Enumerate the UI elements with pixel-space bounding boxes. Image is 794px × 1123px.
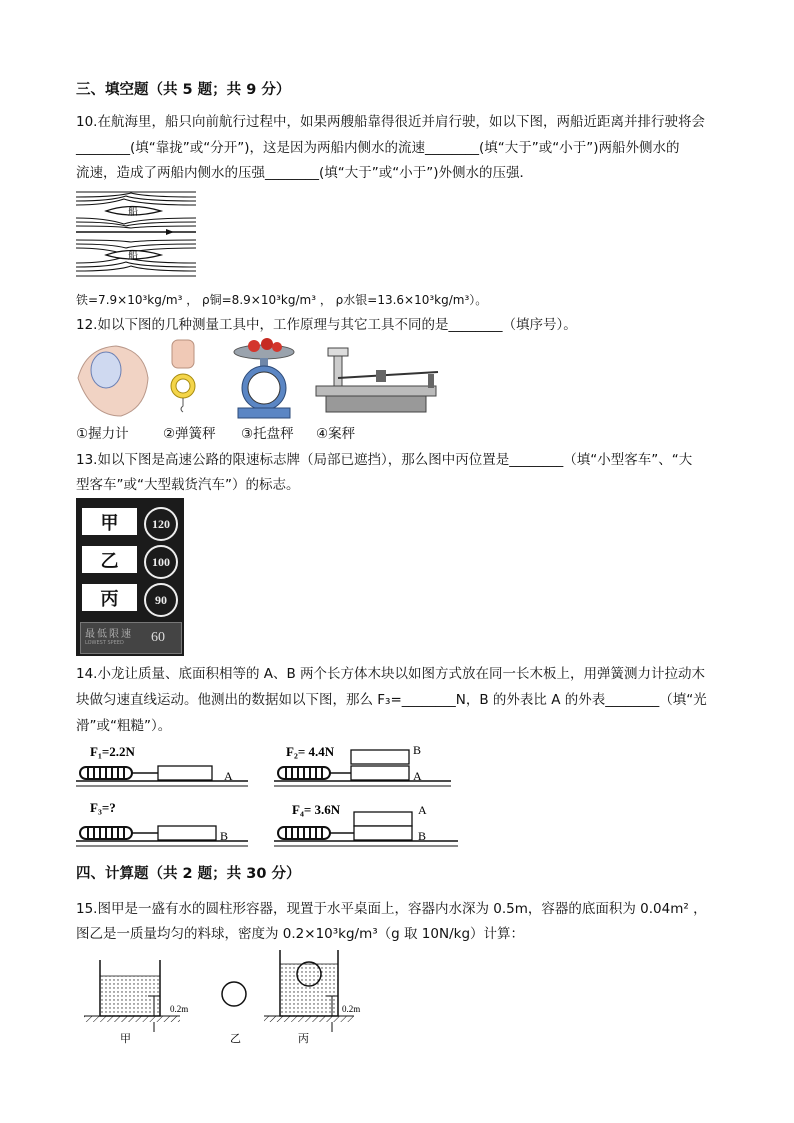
- section-title-calculation: 四、计算题（共 2 题；共 30 分）: [76, 866, 301, 882]
- panel3-label-b: B: [220, 829, 229, 843]
- sign-row-3-label: 丙: [82, 584, 137, 611]
- q10-line2: ________(填“靠拢”或“分开”)，这是因为两船内侧水的流速________(填“大于”或“小于”)两船外侧水的: [76, 140, 680, 156]
- caption-yi: 乙: [230, 1033, 241, 1045]
- caption-jia: 甲: [120, 1033, 131, 1045]
- spring-scale-3-icon: [80, 827, 158, 839]
- f3-label: F₃=?: [90, 800, 116, 815]
- q12-line1: 12.如以下图的几种测量工具中，工作原理与其它工具不同的是________（填序号）。: [76, 317, 577, 333]
- container-jia: [84, 960, 180, 1032]
- spring-balance-icon: [171, 340, 195, 412]
- depth-label-jia: 0.2m: [170, 1004, 189, 1014]
- sign-bottom-text: 最低限速: [85, 629, 133, 640]
- spring-scale-2-icon: [278, 767, 351, 779]
- depth-label-bing: 0.2m: [342, 1004, 361, 1014]
- q12-option-4: ④案秤: [316, 426, 356, 442]
- q10-line1: 10.在航海里，船只向前航行过程中，如果两艘船靠得很近并肩行驶，如以下图，两船近距离并排行驶将会: [76, 114, 705, 130]
- q14-line1: 14.小龙让质量、底面积相等的 A、B 两个长方体木块以如图方式放在同一长木板上，用弹簧测力计拉动木: [76, 666, 706, 682]
- q14-line3: 滑”或“粗糙”）。: [76, 718, 172, 734]
- q14-line2: 块做匀速直线运动。他测出的数据如以下图，那么 F₃=________N，B 的外表比 A 的外表________（填“光: [76, 692, 707, 708]
- q12-option-2: ②弹簧秤: [163, 426, 216, 442]
- caption-bing: 丙: [298, 1033, 309, 1045]
- measuring-tools-figure: [76, 338, 446, 422]
- sign-row-1-label: 甲: [82, 508, 137, 535]
- q15-line1: 15.图甲是一盛有水的圆柱形容器，现置于水平桌面上，容器内水深为 0.5m，容器的底面积为 0.04m² ，: [76, 901, 707, 917]
- grip-dynamometer-icon: [78, 346, 148, 416]
- case-scale-icon: [316, 348, 438, 412]
- containers-figure: [84, 946, 384, 1050]
- sign-bottom-sub: LOWEST SPEED: [85, 640, 124, 646]
- panel4-label-a: A: [418, 803, 427, 817]
- q12-option-3: ③托盘秤: [241, 426, 294, 442]
- ball-yi: [222, 982, 246, 1006]
- sign-row-2-limit: 100: [144, 545, 178, 579]
- platform-scale-icon: [234, 338, 294, 418]
- sign-row-3-limit: 90: [144, 583, 178, 617]
- panel4-label-b: B: [418, 829, 427, 843]
- speed-limit-sign: [76, 498, 184, 656]
- boats-figure: [76, 188, 196, 280]
- panel2-label-b: B: [413, 743, 422, 757]
- sign-bottom-limit: 60: [151, 630, 165, 645]
- sign-bottom-panel: [80, 622, 182, 654]
- f2-label: F₂= 4.4N: [286, 744, 335, 759]
- boat-label-bottom: 船: [128, 251, 138, 262]
- panel2-label-a: A: [413, 769, 422, 783]
- spring-scale-1-icon: [80, 767, 158, 779]
- friction-experiment-figure: [76, 740, 466, 852]
- container-bing: [264, 950, 354, 1032]
- panel1-label-a: A: [224, 769, 233, 783]
- spring-scale-4-icon: [278, 827, 354, 839]
- sign-row-2-label: 乙: [82, 546, 137, 573]
- q12-option-1: ①握力计: [76, 426, 129, 442]
- sign-row-1-limit: 120: [144, 507, 178, 541]
- q13-line2: 型客车”或“大型载货汽车”）的标志。: [76, 477, 300, 493]
- q11-fragment: 铁=7.9×10³kg/m³ ， ρ铜=8.9×10³kg/m³ ， ρ水银=13.6×10³kg/m³）。: [76, 293, 488, 307]
- f4-label: F₄= 3.6N: [292, 802, 341, 817]
- q10-line3: 流速，造成了两船内侧水的压强________(填“大于”或“小于”)外侧水的压强．: [76, 165, 534, 181]
- q15-line2: 图乙是一质量均匀的料球，密度为 0.2×10³kg/m³（g 取 10N/kg）计算：: [76, 926, 525, 942]
- f1-label: F₁=2.2N: [90, 744, 135, 759]
- section-title-fill-in: 三、填空题（共 5 题；共 9 分）: [76, 82, 291, 98]
- boat-label-top: 船: [128, 207, 138, 218]
- q13-line1: 13.如以下图是高速公路的限速标志牌（局部已遮挡），那么图中丙位置是________（填“小型客车”、“大: [76, 452, 693, 468]
